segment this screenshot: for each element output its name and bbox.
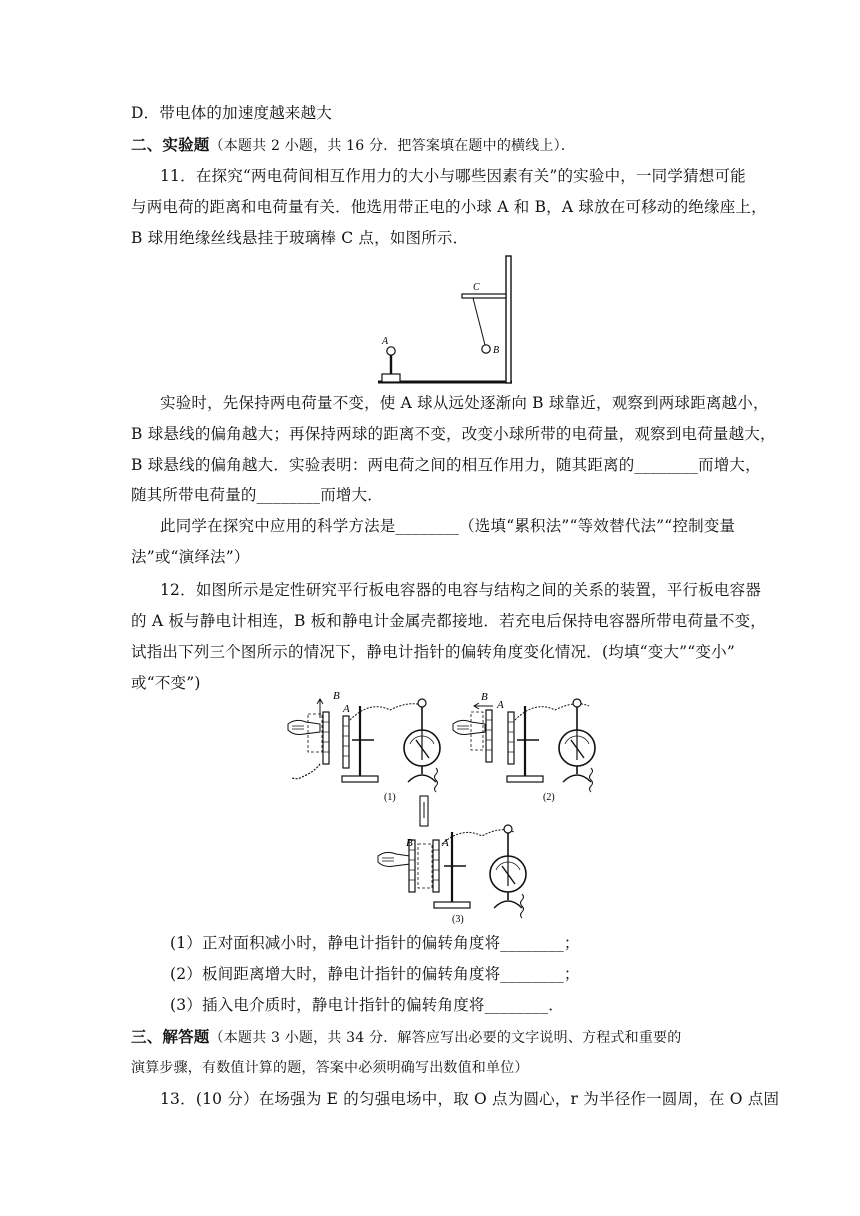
q11-line-5: B 球悬线的偏角越大；再保持两球的距离不变，改变小球所带的电荷量，观察到电荷量越大， xyxy=(131,425,776,443)
q11-line-7: 随其所带电荷量的________而增大． xyxy=(131,486,384,504)
q12-line-4: 或“不变”) xyxy=(131,674,201,692)
caption-3: (3) xyxy=(452,914,464,925)
section-3-note-2: 演算步骤，有数值计算的题，答案中必须明确写出数值和单位） xyxy=(131,1060,529,1076)
q11-line-1: 11．在探究“两电荷间相互作用力的大小与哪些因素有关”的实验中，一同学猜想可能 xyxy=(160,167,746,185)
p1-label-b: B xyxy=(333,690,340,702)
q12-part-2: (2）板间距离增大时，静电计指针的偏转角度将________； xyxy=(170,965,580,983)
panel-2 xyxy=(453,691,595,803)
section-2-heading xyxy=(131,134,731,157)
section-3-note: （本题共 3 小题，共 34 分．解答应写出必要的文字说明、方程式和重要的 xyxy=(209,1030,682,1046)
p2-label-a: A xyxy=(497,699,504,711)
q12-figure xyxy=(280,686,610,926)
caption-1: (1) xyxy=(384,792,396,803)
q11-line-6: B 球悬线的偏角越大．实验表明：两电荷之间的相互作用力，随其距离的________而增大， xyxy=(131,456,761,474)
section-3-heading xyxy=(131,1026,731,1049)
q12-line-3: 试指出下列三个图所示的情况下，静电计指针的偏转角度变化情况．(均填“变大”“变小” xyxy=(131,643,735,661)
q11-line-3: B 球用绝缘丝线悬挂于玻璃棒 C 点，如图所示． xyxy=(131,229,469,247)
vertical-stand xyxy=(506,256,511,383)
label-a: A xyxy=(382,336,389,347)
q11-line-2: 与两电荷的距离和电荷量有关．他选用带正电的小球 A 和 B，A 球放在可移动的绝缘座上， xyxy=(131,198,767,216)
p3-label-b: B xyxy=(406,837,413,849)
ball-b xyxy=(482,345,490,353)
q12-part-1: (1）正对面积减小时，静电计指针的偏转角度将________； xyxy=(170,934,580,952)
p2-label-b: B xyxy=(481,691,488,703)
ball-a xyxy=(387,347,395,355)
caption-2: (2) xyxy=(543,792,555,803)
label-c: C xyxy=(473,282,480,293)
q11-line-8: 此同学在探究中应用的科学方法是________（选填“累积法”“等效替代法”“控制变量 xyxy=(160,517,736,535)
q11-figure xyxy=(370,250,530,390)
q13-line-1: 13．(10 分）在场强为 E 的匀强电场中，取 O 点为圆心，r 为半径作一圆周，在 O 点固 xyxy=(160,1090,780,1108)
q11-line-4: 实验时，先保持两电荷量不变，使 A 球从远处逐渐向 B 球靠近，观察到两球距离越小， xyxy=(160,394,769,412)
p3-label-a: A xyxy=(442,837,449,849)
silk-thread xyxy=(473,298,485,345)
section-3-title: 三、解答题 xyxy=(131,1027,210,1046)
q12-line-1: 12．如图所示是定性研究平行板电容器的电容与结构之间的关系的装置，平行板电容器 xyxy=(160,581,762,599)
section-2-title: 二、实验题 xyxy=(131,135,210,154)
q12-line-2: 的 A 板与静电计相连，B 板和静电计金属壳都接地．若充电后保持电容器所带电荷量不变， xyxy=(131,612,766,630)
q11-line-9: 法”或“演绎法”） xyxy=(131,548,250,566)
section-2-note: （本题共 2 小题，共 16 分．把答案填在题中的横线上）． xyxy=(209,138,576,154)
q12-part-3: (3）插入电介质时，静电计指针的偏转角度将________． xyxy=(170,996,564,1014)
p1-label-a: A xyxy=(343,703,350,715)
glass-rod xyxy=(462,294,506,298)
option-d: D．带电体的加速度越来越大 xyxy=(131,104,333,122)
ball-a-base xyxy=(382,374,400,382)
label-b: B xyxy=(493,345,500,356)
panel-3 xyxy=(378,796,526,925)
panel-1 xyxy=(288,690,440,803)
